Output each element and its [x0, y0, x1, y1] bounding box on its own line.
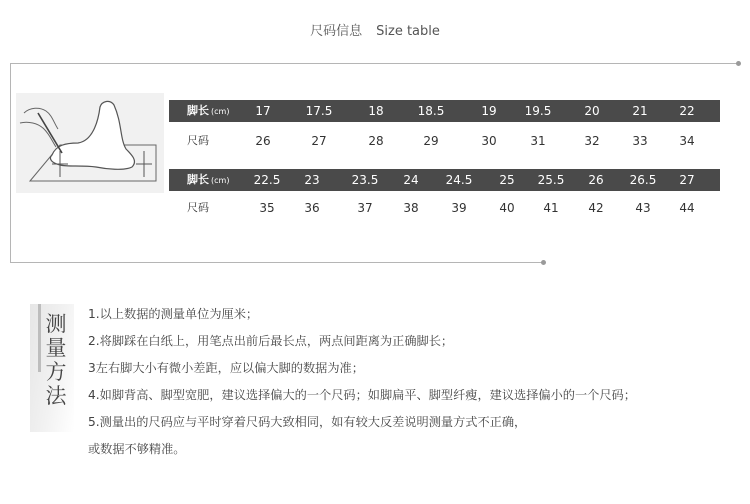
- title-zh: 尺码信息: [310, 24, 363, 39]
- size-cell: 43: [635, 201, 651, 215]
- size-cell: 39: [451, 201, 467, 215]
- frame-bottom-dot: [541, 260, 546, 265]
- size-cell: 37: [357, 201, 373, 215]
- foot-length-cell: 19.5: [524, 104, 552, 118]
- foot-length-cell: 27: [679, 173, 695, 187]
- size-cell: 27: [311, 134, 327, 148]
- size-cell: 40: [499, 201, 515, 215]
- frame-bottom-line: [10, 262, 543, 263]
- method-note: 或数据不够精准。: [88, 442, 186, 456]
- method-note: 1.以上数据的测量单位为厘米；: [88, 307, 259, 321]
- size-label: 尺码: [187, 201, 209, 214]
- foot-length-cell: 17.5: [305, 104, 333, 118]
- page-title: [0, 20, 750, 39]
- method-note: 5.测量出的尺码应与平时穿着尺码大致相同，如有较大反差说明测量方式不正确，: [88, 415, 527, 429]
- foot-length-cell: 19: [481, 104, 497, 118]
- foot-length-row-2: [169, 169, 720, 191]
- size-cell: 38: [403, 201, 419, 215]
- foot-length-cell: 25: [499, 173, 515, 187]
- foot-length-cell: 23.5: [351, 173, 379, 187]
- foot-length-cell: 25.5: [537, 173, 565, 187]
- size-cell: 42: [588, 201, 604, 215]
- size-cell: 36: [304, 201, 320, 215]
- foot-length-cell: 21: [632, 104, 648, 118]
- size-cell: 30: [481, 134, 497, 148]
- foot-length-cell: 18.5: [417, 104, 445, 118]
- size-row-2: [169, 197, 720, 219]
- foot-length-cell: 24: [403, 173, 419, 187]
- foot-length-cell: 17: [255, 104, 271, 118]
- size-row-1: [169, 130, 720, 152]
- foot-length-cell: 24.5: [445, 173, 473, 187]
- method-note: 3左右脚大小有微小差距，应以偏大脚的数据为准；: [88, 361, 364, 375]
- foot-length-cell: 22: [679, 104, 695, 118]
- size-cell: 35: [259, 201, 275, 215]
- foot-length-label: 脚长 (cm): [187, 173, 230, 186]
- foot-length-cell: 23: [304, 173, 320, 187]
- size-cell: 29: [423, 134, 439, 148]
- size-cell: 41: [543, 201, 559, 215]
- size-cell: 26: [255, 134, 271, 148]
- size-table: [169, 100, 720, 152]
- size-table-2: [169, 169, 720, 219]
- frame-top-line: [10, 63, 738, 64]
- foot-length-cell: 26.5: [629, 173, 657, 187]
- frame-left-line: [10, 63, 11, 262]
- foot-measure-illustration: [16, 93, 164, 193]
- size-label: 尺码: [187, 134, 209, 147]
- size-cell: 33: [632, 134, 648, 148]
- size-cell: 34: [679, 134, 695, 148]
- foot-measure-icon: [16, 93, 164, 193]
- size-cell: 28: [368, 134, 384, 148]
- method-notes: [88, 304, 636, 466]
- foot-length-cell: 20: [584, 104, 600, 118]
- foot-length-label: 脚长 (cm): [187, 104, 230, 117]
- size-cell: 32: [584, 134, 600, 148]
- method-accent-bar: [38, 304, 41, 372]
- foot-length-cell: 26: [588, 173, 604, 187]
- foot-length-cell: 18: [368, 104, 384, 118]
- title-en: Size table: [376, 24, 440, 39]
- frame-top-dot: [736, 61, 741, 66]
- foot-length-cell: 22.5: [253, 173, 281, 187]
- method-note: 4.如脚背高、脚型宽肥，建议选择偏大的一个尺码；如脚扁平、脚型纤瘦，建议选择偏小的一个尺码；: [88, 388, 636, 402]
- method-note: 2.将脚踩在白纸上，用笔点出前后最长点，两点间距离为正确脚长；: [88, 334, 454, 348]
- method-label: 测量方法: [45, 312, 67, 408]
- foot-length-row-1: [169, 100, 720, 122]
- size-cell: 31: [530, 134, 546, 148]
- size-cell: 44: [679, 201, 695, 215]
